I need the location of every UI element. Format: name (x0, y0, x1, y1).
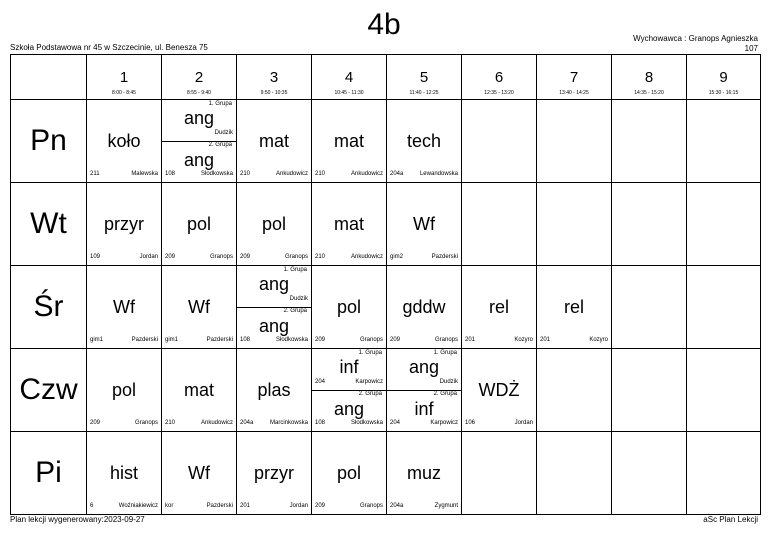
lesson-room: 209 (315, 503, 326, 509)
lesson-room: kor (165, 503, 174, 509)
lesson-subject: muz (406, 463, 441, 483)
lesson-room: 210 (165, 420, 176, 426)
lesson-subject: pol (186, 214, 212, 234)
lesson (237, 100, 311, 182)
lesson-subject: tech (406, 131, 442, 151)
lesson (462, 266, 536, 348)
empty-cell (537, 349, 612, 432)
lesson (87, 183, 161, 265)
day-name: Czw (19, 373, 78, 406)
lesson-cell (87, 266, 162, 349)
empty-cell (612, 183, 687, 266)
lesson-cell (312, 432, 387, 515)
lesson-teacher: Marcinkowska (269, 420, 308, 426)
lesson-cell (162, 432, 237, 515)
lesson-subject: mat (333, 131, 364, 151)
lesson-cell (312, 349, 387, 432)
period-time: 8:00 - 8:45 (112, 90, 136, 96)
lesson-subject: rel (488, 297, 509, 317)
lesson-teacher: Dudzik (439, 379, 458, 385)
lesson-subject: pol (336, 463, 362, 483)
period-header (87, 55, 162, 100)
empty-cell (687, 432, 761, 515)
lesson-teacher: Słodkowska (275, 337, 308, 343)
lesson-cell (237, 183, 312, 266)
lesson-cell (162, 100, 237, 183)
tutor-name: Wychowawca : Granops Agnieszka (633, 34, 758, 43)
period-time: 13:40 - 14:25 (559, 90, 589, 96)
lesson-cell (87, 349, 162, 432)
lesson-subject: Wf (188, 297, 210, 317)
lesson-cell (387, 266, 462, 349)
group-label: 2. Grupa (358, 391, 382, 397)
empty-cell (462, 183, 537, 266)
period-header (162, 55, 237, 100)
lesson-subject: WDŻ (478, 380, 520, 400)
empty-cell (687, 100, 761, 183)
lesson-teacher: Granops (134, 420, 158, 426)
empty-cell (612, 432, 687, 515)
lesson-subject: ang (258, 274, 290, 294)
period-header (687, 55, 761, 100)
lesson-cell (237, 100, 312, 183)
lesson-subject: plas (257, 380, 291, 400)
lesson-subject: pol (336, 297, 362, 317)
empty-cell (462, 100, 537, 183)
day-row (11, 100, 761, 183)
lesson-room: 209 (90, 420, 101, 426)
empty-cell (537, 100, 612, 183)
day-header (11, 349, 87, 432)
lesson-room: 204a (390, 171, 404, 177)
day-name: Pi (35, 456, 62, 489)
lesson-teacher: Dudzik (214, 130, 233, 136)
lesson (237, 183, 311, 265)
period-header-row (11, 55, 761, 100)
lesson-subject: Wf (188, 463, 210, 483)
empty-cell (462, 432, 537, 515)
period-time: 12:35 - 13:20 (484, 90, 514, 96)
lesson-teacher: Granops (434, 337, 458, 343)
lesson-room: 204 (315, 379, 326, 385)
group-label: 1. Grupa (358, 350, 382, 356)
lesson-cell (462, 349, 537, 432)
lesson-room: 204 (390, 420, 401, 426)
lesson-teacher: Ankudowicz (350, 254, 383, 260)
lesson (162, 183, 236, 265)
lesson-teacher: Kozyro (514, 337, 533, 343)
period-number: 6 (494, 69, 504, 86)
lesson-subject: ang (183, 108, 215, 128)
lesson-subject: gddw (402, 297, 446, 317)
period-header (312, 55, 387, 100)
empty-cell (537, 183, 612, 266)
lesson (387, 183, 461, 265)
period-time: 9:50 - 10:35 (260, 90, 288, 96)
lesson-teacher: Zygmunt (434, 503, 458, 509)
lesson-cell (462, 266, 537, 349)
lesson (162, 349, 236, 431)
lesson-room: 106 (465, 420, 476, 426)
group-lesson (162, 141, 236, 182)
lesson-subject: ang (408, 357, 440, 377)
day-row (11, 266, 761, 349)
lesson-cell (537, 266, 612, 349)
lesson-teacher: Pazderski (206, 337, 233, 343)
lesson-teacher: Pazderski (431, 254, 458, 260)
lesson-room: 6 (90, 503, 94, 509)
lesson-subject: inf (339, 357, 359, 377)
day-header (11, 183, 87, 266)
lesson-room: 108 (165, 171, 176, 177)
lesson-room: 209 (315, 337, 326, 343)
lesson (387, 432, 461, 514)
group-lesson (312, 390, 386, 431)
period-time: 11:40 - 12:25 (409, 90, 439, 96)
lesson-subject: pol (111, 380, 137, 400)
lesson (387, 100, 461, 182)
tutor-info (633, 34, 758, 54)
group-lesson (312, 349, 386, 391)
lesson (312, 266, 386, 348)
lesson-room: 108 (240, 337, 251, 343)
corner-cell (11, 55, 87, 100)
group-lesson (387, 390, 461, 431)
lesson-room: 108 (315, 420, 326, 426)
lesson-room: 209 (390, 337, 401, 343)
lesson (162, 432, 236, 514)
lesson (312, 432, 386, 514)
empty-cell (612, 349, 687, 432)
lesson-room: 204a (390, 503, 404, 509)
day-row (11, 349, 761, 432)
lesson-cell (387, 183, 462, 266)
lesson (462, 349, 536, 431)
lesson-subject: mat (183, 380, 214, 400)
generated-date: Plan lekcji wygenerowany:2023-09-27 (10, 515, 145, 524)
group-label: 2. Grupa (433, 391, 457, 397)
period-header (387, 55, 462, 100)
lesson (87, 100, 161, 182)
day-name: Wt (30, 207, 67, 240)
lesson-teacher: Słodkowska (350, 420, 383, 426)
group-label: 2. Grupa (283, 308, 307, 314)
lesson-room: 210 (315, 254, 326, 260)
lesson-teacher: Karpowicz (355, 379, 383, 385)
group-label: 1. Grupa (283, 267, 307, 273)
lesson-room: 210 (240, 171, 251, 177)
day-name: Pn (30, 124, 67, 157)
group-lesson (237, 307, 311, 348)
empty-cell (687, 183, 761, 266)
lesson (87, 266, 161, 348)
lesson-cell (162, 183, 237, 266)
lesson-room: 201 (465, 337, 476, 343)
lesson-subject: mat (333, 214, 364, 234)
day-row (11, 432, 761, 515)
lesson-teacher: Granops (284, 254, 308, 260)
period-number: 8 (644, 69, 654, 86)
period-number: 5 (419, 69, 429, 86)
lesson-cell (387, 100, 462, 183)
lesson (87, 349, 161, 431)
lesson (312, 183, 386, 265)
lesson-subject: Wf (113, 297, 135, 317)
lesson-cell (162, 349, 237, 432)
lesson-teacher: Malewska (131, 171, 158, 177)
group-label: 1. Grupa (208, 101, 232, 107)
lesson-room: gim1 (165, 337, 179, 343)
day-row (11, 183, 761, 266)
lesson-cell (387, 349, 462, 432)
lesson-cell (162, 266, 237, 349)
lesson-teacher: Ankudowicz (350, 171, 383, 177)
lesson-subject: rel (563, 297, 584, 317)
period-number: 1 (119, 69, 129, 86)
period-time: 15:30 - 16:15 (708, 90, 739, 96)
timetable-grid (10, 54, 761, 515)
lesson-teacher: Lewandowska (419, 171, 458, 177)
lesson-cell (312, 266, 387, 349)
lesson-cell (87, 100, 162, 183)
lesson-teacher: Słodkowska (200, 171, 233, 177)
lesson-room: 201 (240, 503, 251, 509)
period-number: 9 (719, 69, 728, 86)
period-time: 14:35 - 15:20 (634, 90, 664, 96)
lesson-room: gim2 (390, 254, 404, 260)
empty-cell (612, 100, 687, 183)
lesson-subject: mat (258, 131, 289, 151)
day-header (11, 266, 87, 349)
tutor-room: 107 (744, 44, 758, 53)
group-lesson (237, 266, 311, 308)
period-header (537, 55, 612, 100)
empty-cell (687, 349, 761, 432)
lesson-cell (237, 432, 312, 515)
lesson-teacher: Granops (209, 254, 233, 260)
day-name: Śr (33, 290, 64, 323)
lesson (162, 266, 236, 348)
period-header (462, 55, 537, 100)
lesson-subject: ang (258, 316, 290, 336)
class-title: 4b (367, 8, 401, 41)
empty-cell (687, 266, 761, 349)
lesson-cell (312, 100, 387, 183)
group-label: 1. Grupa (433, 350, 457, 356)
app-name: aSc Plan Lekcji (703, 515, 758, 524)
lesson-teacher: Ankudowicz (275, 171, 308, 177)
lesson-teacher: Jordan (514, 420, 533, 426)
lesson-teacher: Jordan (289, 503, 308, 509)
group-label: 2. Grupa (208, 142, 232, 148)
lesson-teacher: Granops (359, 337, 383, 343)
lesson-subject: koło (107, 131, 141, 151)
school-name: Szkoła Podstawowa nr 45 w Szczecinie, ul. Benesza 75 (10, 43, 208, 52)
lesson-room: 109 (90, 254, 101, 260)
lesson-subject: ang (183, 150, 215, 170)
lesson-subject: pol (261, 214, 287, 234)
period-number: 7 (569, 69, 579, 86)
period-header (612, 55, 687, 100)
empty-cell (537, 432, 612, 515)
lesson (537, 266, 611, 348)
period-number: 3 (269, 69, 279, 86)
lesson-cell (237, 266, 312, 349)
lesson-room: 204a (240, 420, 254, 426)
group-lesson (387, 349, 461, 391)
lesson-teacher: Jordan (139, 254, 158, 260)
lesson-teacher: Woźniakiewicz (118, 503, 158, 509)
lesson-subject: Wf (413, 214, 435, 234)
period-time: 8:55 - 9:40 (187, 90, 211, 96)
lesson-teacher: Kozyro (589, 337, 608, 343)
period-time: 10:45 - 11:30 (334, 90, 364, 96)
lesson-teacher: Pazderski (206, 503, 233, 509)
period-number: 4 (344, 69, 354, 86)
day-header (11, 100, 87, 183)
lesson-room: 211 (90, 171, 100, 177)
lesson-cell (87, 432, 162, 515)
lesson-teacher: Ankudowicz (200, 420, 233, 426)
lesson-teacher: Dudzik (289, 296, 308, 302)
lesson-subject: inf (414, 399, 434, 419)
lesson (87, 432, 161, 514)
empty-cell (612, 266, 687, 349)
lesson-cell (312, 183, 387, 266)
lesson-cell (237, 349, 312, 432)
lesson-subject: przyr (254, 463, 294, 483)
lesson-subject: hist (109, 463, 138, 483)
lesson (312, 100, 386, 182)
day-header (11, 432, 87, 515)
lesson-room: 209 (240, 254, 251, 260)
lesson-subject: przyr (104, 214, 144, 234)
period-header (237, 55, 312, 100)
lesson-cell (87, 183, 162, 266)
period-number: 2 (194, 69, 204, 86)
lesson (237, 432, 311, 514)
lesson-room: 209 (165, 254, 176, 260)
lesson-room: 210 (315, 171, 326, 177)
lesson-room: gim1 (90, 337, 104, 343)
lesson (387, 266, 461, 348)
lesson-teacher: Karpowicz (430, 420, 458, 426)
lesson-teacher: Granops (359, 503, 383, 509)
lesson-subject: ang (333, 399, 365, 419)
lesson-teacher: Pazderski (131, 337, 158, 343)
lesson-cell (387, 432, 462, 515)
group-lesson (162, 100, 236, 142)
lesson (237, 349, 311, 431)
lesson-room: 201 (540, 337, 551, 343)
